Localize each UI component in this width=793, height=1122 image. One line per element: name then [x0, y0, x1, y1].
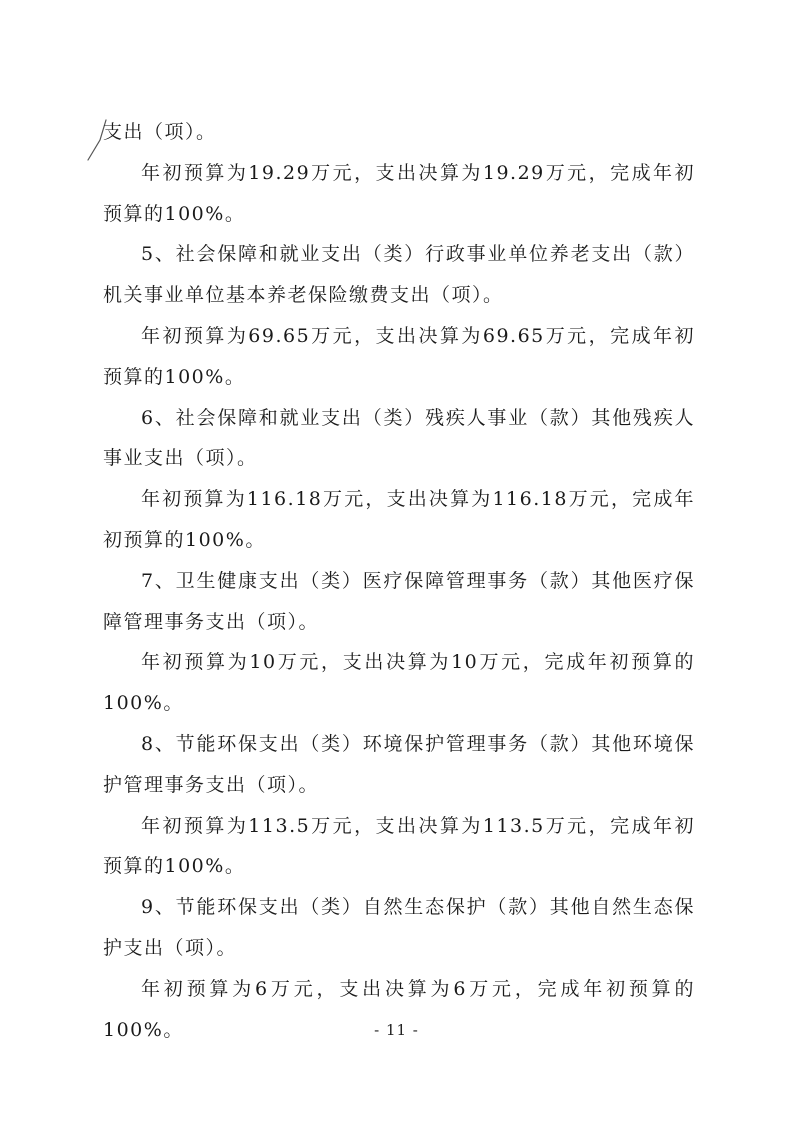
paragraph-budget-9: 年初预算为6万元，支出决算为6万元，完成年初预算的100%。	[103, 977, 695, 1041]
page-number: - 11 -	[374, 1021, 419, 1039]
paragraph-item-7: 7、卫生健康支出（类）医疗保障管理事务（款）其他医疗保障管理事务支出（项）。	[103, 569, 695, 633]
paragraph-budget-5: 年初预算为69.65万元，支出决算为69.65万元，完成年初预算的100%。	[103, 324, 695, 388]
paragraph-item-5: 5、社会保障和就业支出（类）行政事业单位养老支出（款）机关事业单位基本养老保险缴费支出（项）。	[103, 243, 695, 307]
paragraph-item-9: 9、节能环保支出（类）自然生态保护（款）其他自然生态保护支出（项）。	[103, 896, 695, 959]
paragraph-budget-6: 年初预算为116.18万元，支出决算为116.18万元，完成年初预算的100%。	[103, 488, 695, 551]
body-text	[103, 112, 695, 1050]
paragraph-item-8: 8、节能环保支出（类）环境保护管理事务（款）其他环境保护管理事务支出（项）。	[103, 732, 695, 796]
paragraph-item-6: 6、社会保障和就业支出（类）残疾人事业（款）其他残疾人事业支出（项）。	[103, 406, 695, 470]
paragraph-continuation: 支出（项）。	[103, 121, 217, 143]
paragraph-budget-4: 年初预算为19.29万元，支出决算为19.29万元，完成年初预算的100%。	[103, 161, 695, 225]
paragraph-budget-8: 年初预算为113.5万元，支出决算为113.5万元，完成年初预算的100%。	[103, 814, 695, 878]
paragraph-budget-7: 年初预算为10万元，支出决算为10万元，完成年初预算的100%。	[103, 651, 695, 715]
